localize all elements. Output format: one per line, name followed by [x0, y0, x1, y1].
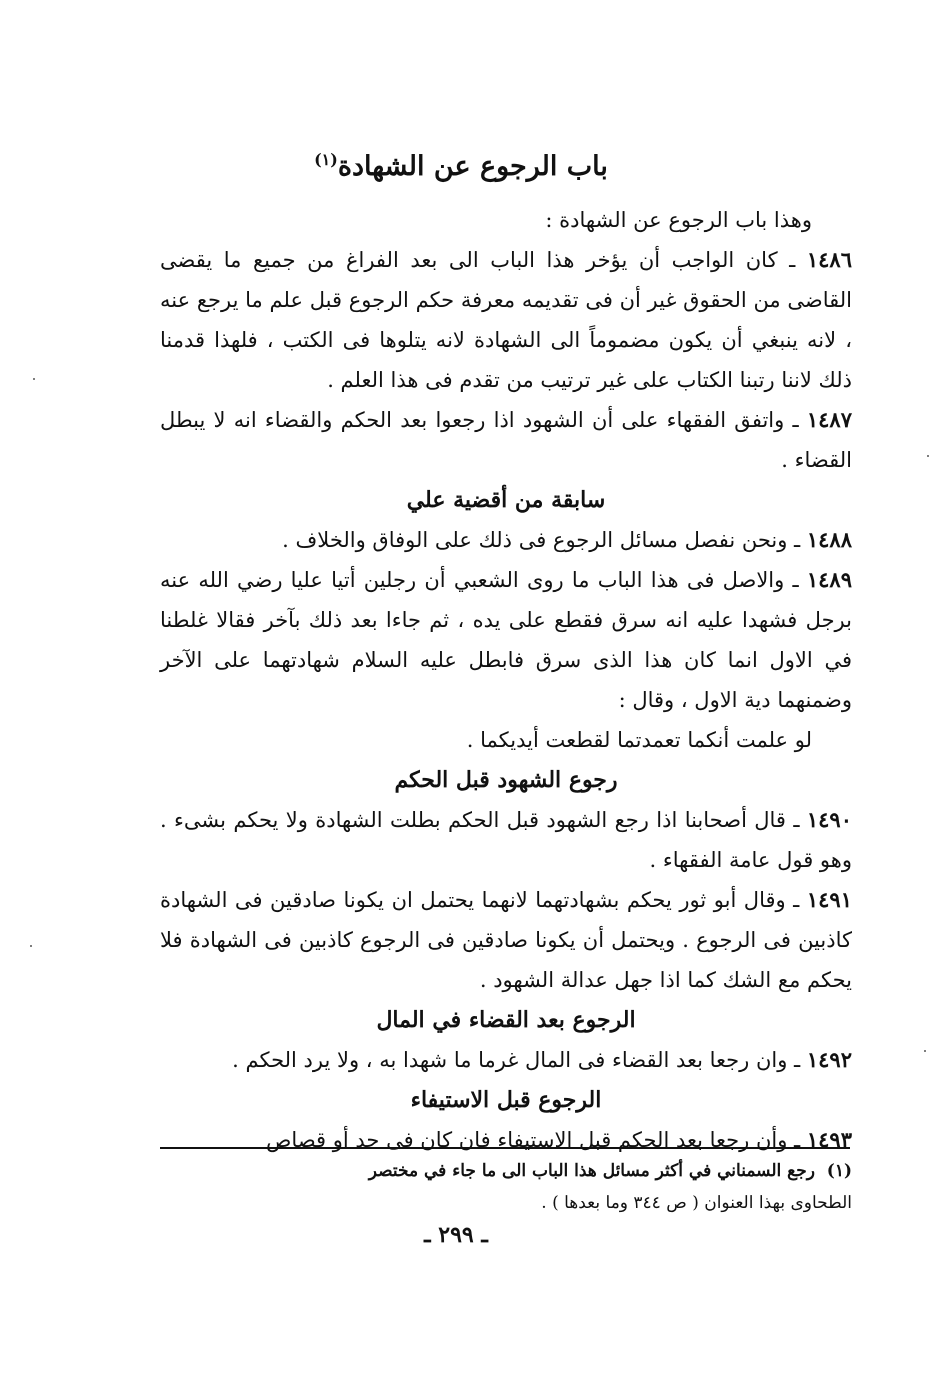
- quote-line: لو علمت أنكما تعمدتما لقطعت أيديكما .: [466, 728, 812, 752]
- paragraph-1488: [160, 520, 852, 560]
- scan-speck: [30, 945, 32, 947]
- paragraph-1486: [160, 240, 852, 400]
- paragraph-text: ـ وان رجعا بعد القضاء فى المال غرما ما شهدا به ، ولا يرد الحكم .: [232, 1048, 807, 1072]
- paragraph-1493: [160, 1120, 852, 1160]
- page-number: ـ ٢٩٩ ـ: [424, 1222, 488, 1248]
- title-text: باب الرجوع عن الشهادة: [337, 151, 608, 182]
- paragraph-text: ـ قال أصحابنا اذا رجع الشهود قبل الحكم بطلت الشهادة ولا يحكم بشىء . وهو قول عامة الفقهاء .: [160, 808, 852, 872]
- section-heading: رجوع الشهود قبل الحكم: [394, 767, 618, 793]
- section-heading: الرجوع بعد القضاء في المال: [376, 1007, 636, 1033]
- scan-speck: [33, 378, 35, 380]
- footnote: [160, 1155, 852, 1219]
- paragraph-number: ١٤٨٦: [806, 247, 852, 272]
- footnote-marker: (١): [826, 1161, 852, 1181]
- scan-speck: [924, 1050, 926, 1052]
- paragraph-text: ـ واتفق الفقهاء على أن الشهود اذا رجعوا بعد الحكم والقضاء انه لا يبطل القضاء .: [160, 408, 852, 472]
- paragraph-text: ـ كان الواجب أن يؤخر هذا الباب الى بعد الفراغ من جميع ما يقضى القاضى من الحقوق غير أن فى تقديمه معرفة حكم الرجوع قبل علم ما يرجع عنه ، لانه ينبغي أن يكون مضموماً الى الشهادة لانه يتلوها فى الكتب ، فلهذا قدمنا ذلك لاننا رتبنا الكتاب على غير ترتيب من تقدم فى هذا العلم .: [160, 248, 852, 392]
- paragraph-text: ـ ونحن نفصل مسائل الرجوع فى ذلك على الوفاق والخلاف .: [282, 528, 807, 552]
- paragraph-number: ١٤٨٧: [806, 407, 852, 432]
- paragraph-1487: [160, 400, 852, 480]
- paragraph-number: ١٤٩٣: [806, 1127, 852, 1152]
- paragraph-1490: [160, 800, 852, 880]
- page-title: [0, 140, 952, 187]
- intro-line: وهذا باب الرجوع عن الشهادة :: [545, 208, 812, 232]
- paragraph-text: ـ والاصل فى هذا الباب ما روى الشعبي أن رجلين أتيا عليا رضي الله عنه برجل فشهدا عليه انه سرق فقطع على يده ، ثم جاءا بعد ذلك بآخر فقالا غلطنا في الاول انما كان هذا الذى سرق فابطل عليه السلام شهادتهما على الآخر وضمنهما دية الاول ، وقال :: [160, 568, 852, 712]
- footnote-divider: [160, 1147, 850, 1149]
- paragraph-text: ـ وقال أبو ثور يحكم بشهادتهما لانهما يحتمل ان يكونا صادقين فى الشهادة كاذبين فى الرجوع . ويحتمل أن يكونا صادقين فى الرجوع كاذبين فى الشهادة فلا يحكم مع الشك كما اذا جهل عدالة الشهود .: [160, 888, 852, 992]
- section-heading: الرجوع قبل الاستيفاء: [410, 1087, 602, 1113]
- paragraph-1491: [160, 880, 852, 1000]
- paragraph-number: ١٤٨٨: [806, 527, 852, 552]
- scan-speck: [927, 455, 929, 457]
- paragraph-number: ١٤٩٢: [806, 1047, 852, 1072]
- paragraph-text: ـ وأن رجعا بعد الحكم قبل الاستيفاء فان كان فى حد أو قصاص: [266, 1128, 807, 1152]
- section-heading: سابقة من أقضية علي: [406, 487, 606, 513]
- paragraph-number: ١٤٨٩: [806, 567, 852, 592]
- paragraph-1489: [160, 560, 852, 720]
- footnote-line-1: [160, 1155, 852, 1187]
- footnote-line-2: الطحاوى بهذا العنوان ( ص ٣٤٤ وما بعدها ) .: [541, 1193, 852, 1213]
- paragraph-1492: [160, 1040, 852, 1080]
- paragraph-number: ١٤٩١: [806, 887, 852, 912]
- body-text: [160, 200, 852, 1160]
- footnote-text-1: رجع السمناني في أكثر مسائل هذا الباب الى ما جاء في مختصر: [368, 1161, 815, 1181]
- paragraph-number: ١٤٩٠: [806, 807, 852, 832]
- title-footnote-marker: (١): [314, 150, 338, 169]
